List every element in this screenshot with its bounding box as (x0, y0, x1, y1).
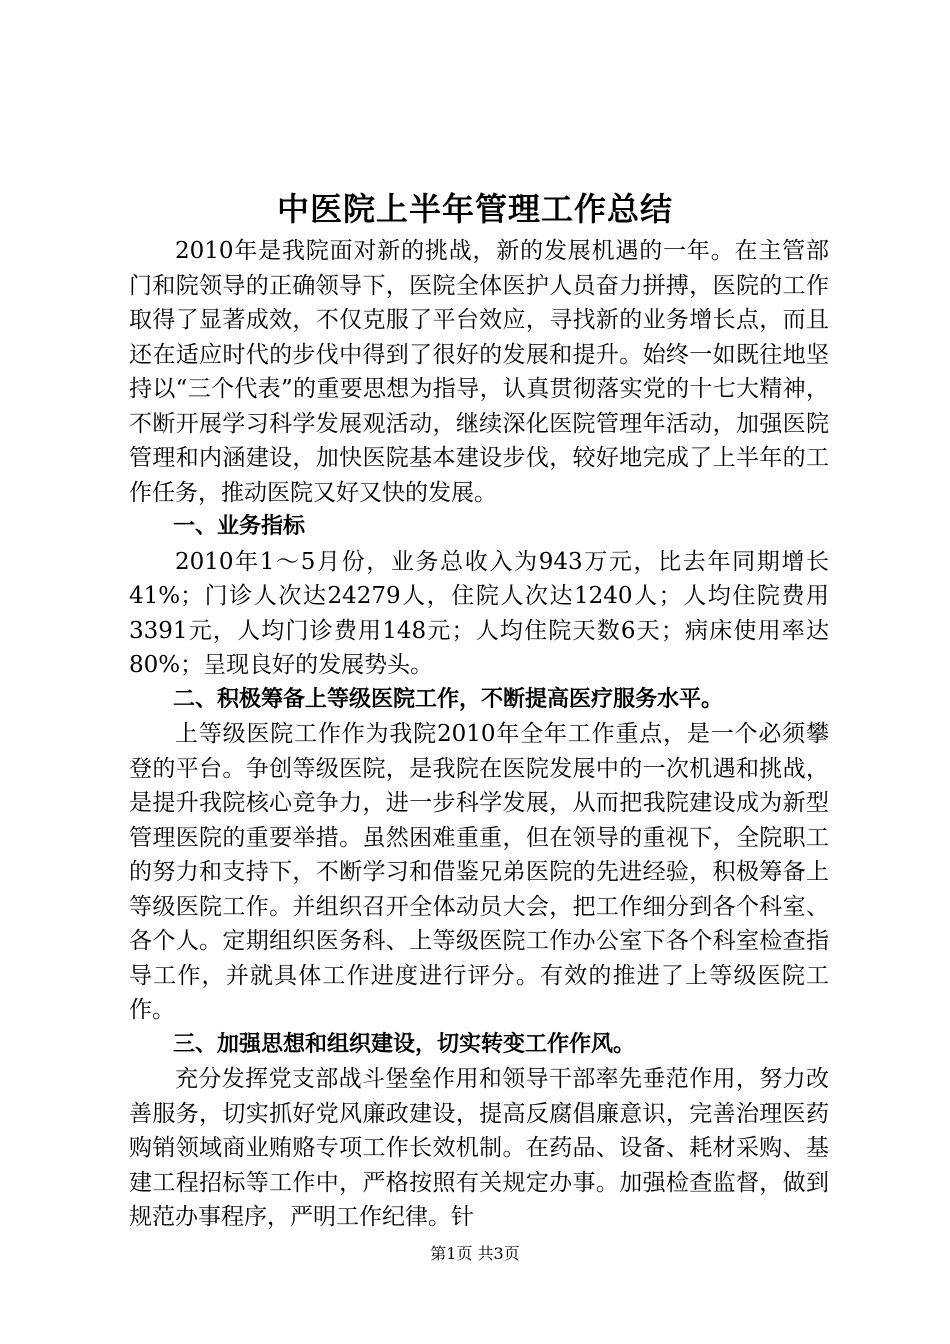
business-indicators-paragraph: 2010年1～5月份，业务总收入为943万元，比去年同期增长41%；门诊人次达24279人，住院人次达1240人；人均住院费用3391元，人均门诊费用148元；人均住院天数6天；病床使用率达80%；呈现良好的发展势头。 (129, 548, 829, 678)
party-building-paragraph: 充分发挥党支部战斗堡垒作用和领导干部率先垂范作用，努力改善服务，切实抓好党风廉政建设，提高反腐倡廉意识，完善治理医药购销领域商业贿赂专项工作长效机制。在药品、设备、耗材采购、基建工程招标等工作中，严格按照有关规定办事。加强检查监督，做到规范办事程序，严明工作纪律。针 (129, 1066, 829, 1230)
intro-paragraph: 2010年是我院面对新的挑战，新的发展机遇的一年。在主管部门和院领导的正确领导下，医院全体医护人员奋力拼搏，医院的工作取得了显著成效，不仅克服了平台效应，寻找新的业务增长点，而且还在适应时代的步伐中得到了很好的发展和提升。始终一如既往地坚持以“三个代表”的重要思想为指导，认真贯彻落实党的十七大精神，不断开展学习科学发展观活动，继续深化医院管理年活动，加强医院管理和内涵建设，加快医院基本建设步伐，较好地完成了上半年的工作任务，推动医院又好又快的发展。 (129, 238, 829, 506)
section-heading-2: 二、积极筹备上等级医院工作，不断提高医疗服务水平。 (173, 686, 724, 712)
document-title: 中医院上半年管理工作总结 (276, 190, 673, 228)
section-heading-3: 三、加强思想和组织建设，切实转变工作作风。 (173, 1031, 636, 1057)
hospital-grading-paragraph: 上等级医院工作作为我院2010年全年工作重点，是一个必须攀登的平台。争创等级医院，是我院在医院发展中的一次机遇和挑战，是提升我院核心竞争力，进一步科学发展，从而把我院建设成为新型管理医院的重要举措。虽然困难重重，但在领导的重视下，全院职工的努力和支持下，不断学习和借鉴兄弟医院的先进经验，积极筹备上等级医院工作。并组织召开全体动员大会，把工作细分到各个科室、各个人。定期组织医务科、上等级医院工作办公室下各个科室检查指导工作，并就具体工作进度进行评分。有效的推进了上等级医院工作。 (129, 721, 829, 1023)
section-heading-1: 一、业务指标 (173, 514, 306, 539)
page-footer: 第1页 共3页 (430, 1244, 520, 1263)
document-body (129, 234, 829, 1235)
